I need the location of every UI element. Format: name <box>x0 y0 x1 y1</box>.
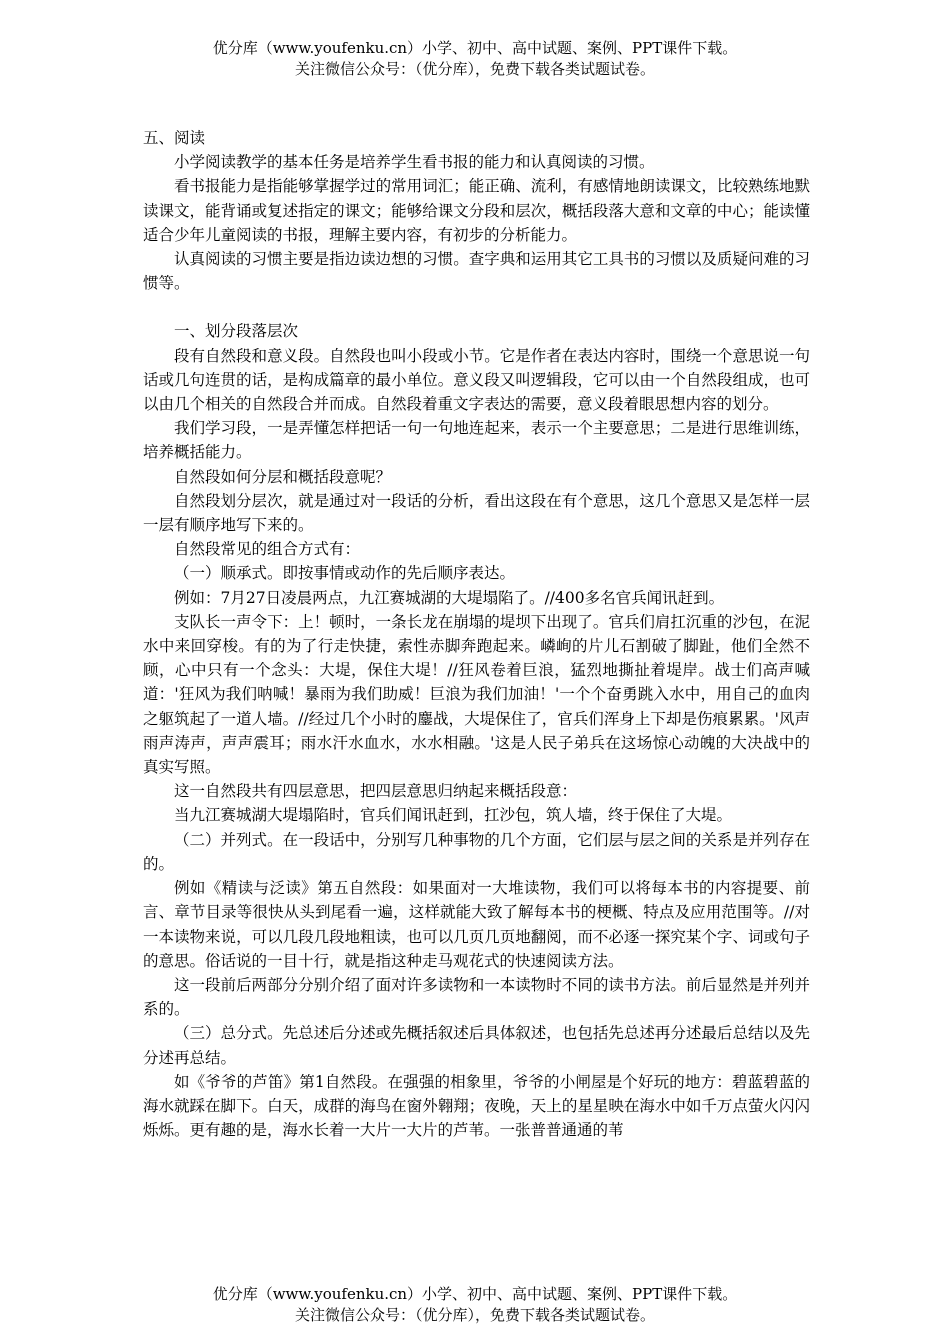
page-header <box>0 38 950 80</box>
paragraph: 自然段常见的组合方式有： <box>174 540 361 559</box>
paragraph: 自然段如何分层和概括段意呢？ <box>174 467 392 486</box>
paragraph: （一）顺承式。即按事情或动作的先后顺序表达。 <box>174 564 516 583</box>
paragraph: 这一段前后两部分分别介绍了面对许多读物和一本读物时不同的读书方法。前后显然是并列并系的。 <box>143 975 810 1019</box>
paragraph: 如《爷爷的芦笛》第1自然段。在强强的相象里，爷爷的小闸屋是个好玩的地方：碧蓝碧蓝的海水就踩在脚下。白天，成群的海鸟在窗外翱翔；夜晚，天上的星星映在海水中如千万点萤火闪闪烁烁。更有趣的是，海水长着一大片一大片的芦苇。一张普普通通的苇 <box>143 1072 810 1140</box>
section-title: 五、阅读 <box>143 129 206 147</box>
paragraph: （二）并列式。在一段话中，分别写几种事物的几个方面，它们层与层之间的关系是并列存在的。 <box>143 830 810 873</box>
paragraph: 段有自然段和意义段。自然段也叫小段或小节。它是作者在表达内容时，围绕一个意思说一句话或几句连贯的话，是构成篇章的最小单位。意义段又叫逻辑段，它可以由一个自然段组成，也可以由几个相关的自然段合并而成。自然段着重文字表达的需要，意义段着眼思想内容的划分。 <box>143 346 810 414</box>
paragraph: 小学阅读教学的基本任务是培养学生看书报的能力和认真阅读的习惯。 <box>174 153 655 172</box>
paragraph: 支队长一声令下：上！顿时，一条长龙在崩塌的堤坝下出现了。官兵们肩扛沉重的沙包，在泥水中来回穿梭。有的为了行走快捷，索性赤脚奔跑起来。嶙峋的片儿石割破了脚趾，他们全然不顾，心中只有一个念头：大堤，保住大堤！//狂风卷着巨浪，猛烈地撕扯着堤岸。战士们高声喊道：'狂风为我们呐喊！暴雨为我们助威！巨浪为我们加油！'一个个奋勇跳入水中，用自己的血肉之躯筑起了一道人墙。//经过几个小时的鏖战，大堤保住了，官兵们浑身上下却是伤痕累累。'风声雨声涛声，声声震耳；雨水汗水血水，水水相融。'这是人民子弟兵在这场惊心动魄的大决战中的真实写照。 <box>143 612 810 777</box>
paragraph: 我们学习段，一是弄懂怎样把话一句一句地连起来，表示一个主要意思；二是进行思维训练，培养概括能力。 <box>143 419 810 462</box>
paragraph: （三）总分式。先总述后分述或先概括叙述后具体叙述，也包括先总述再分述最后总结以及先分述再总结。 <box>143 1024 810 1067</box>
page-footer <box>0 1284 950 1326</box>
paragraph: 这一自然段共有四层意思，把四层意思归纳起来概括段意： <box>174 782 578 801</box>
paragraph: 认真阅读的习惯主要是指边读边想的习惯。查字典和运用其它工具书的习惯以及质疑问难的习惯等。 <box>143 250 810 293</box>
paragraph: 自然段划分层次，就是通过对一段话的分析，看出这段在有个意思，这几个意思又是怎样一层一层有顺序地写下来的。 <box>143 491 810 535</box>
header-line-1: 优分库（www.youfenku.cn）小学、初中、高中试题、案例、PPT课件下载。 <box>212 39 738 57</box>
paragraph: 看书报能力是指能够掌握学过的常用词汇；能正确、流利，有感情地朗读课文，比较熟练地默读课文，能背诵或复述指定的课文；能够给课文分段和层次，概括段落大意和文章的中心；能读懂适合少年儿童阅读的书报，理解主要内容，有初步的分析能力。 <box>143 177 810 244</box>
footer-line-2: 关注微信公众号：（优分库），免费下载各类试题试卷。 <box>294 1306 655 1324</box>
header-line-2: 关注微信公众号：（优分库），免费下载各类试题试卷。 <box>294 60 655 78</box>
footer-line-1: 优分库（www.youfenku.cn）小学、初中、高中试题、案例、PPT课件下载。 <box>212 1285 738 1303</box>
document-body <box>143 126 810 1142</box>
subsection-title: 一、划分段落层次 <box>174 322 299 341</box>
paragraph: 例如《精读与泛读》第五自然段：如果面对一大堆读物，我们可以将每本书的内容提要、前言、章节目录等很快从头到尾看一遍，这样就能大致了解每本书的梗概、特点及应用范围等。//对一本读物来说，可以几段几段地粗读，也可以几页几页地翻阅，而不必逐一探究某个字、词或句子的意思。俗话说的一目十行，就是指这种走马观花式的快速阅读方法。 <box>143 879 810 970</box>
blank-line <box>143 295 810 319</box>
paragraph: 例如：7月27日凌晨两点，九江赛城湖的大堤塌陷了。//400多名官兵闻讯赶到。 <box>174 588 725 607</box>
paragraph: 当九江赛城湖大堤塌陷时，官兵们闻讯赶到，扛沙包，筑人墙，终于保住了大堤。 <box>174 806 733 825</box>
